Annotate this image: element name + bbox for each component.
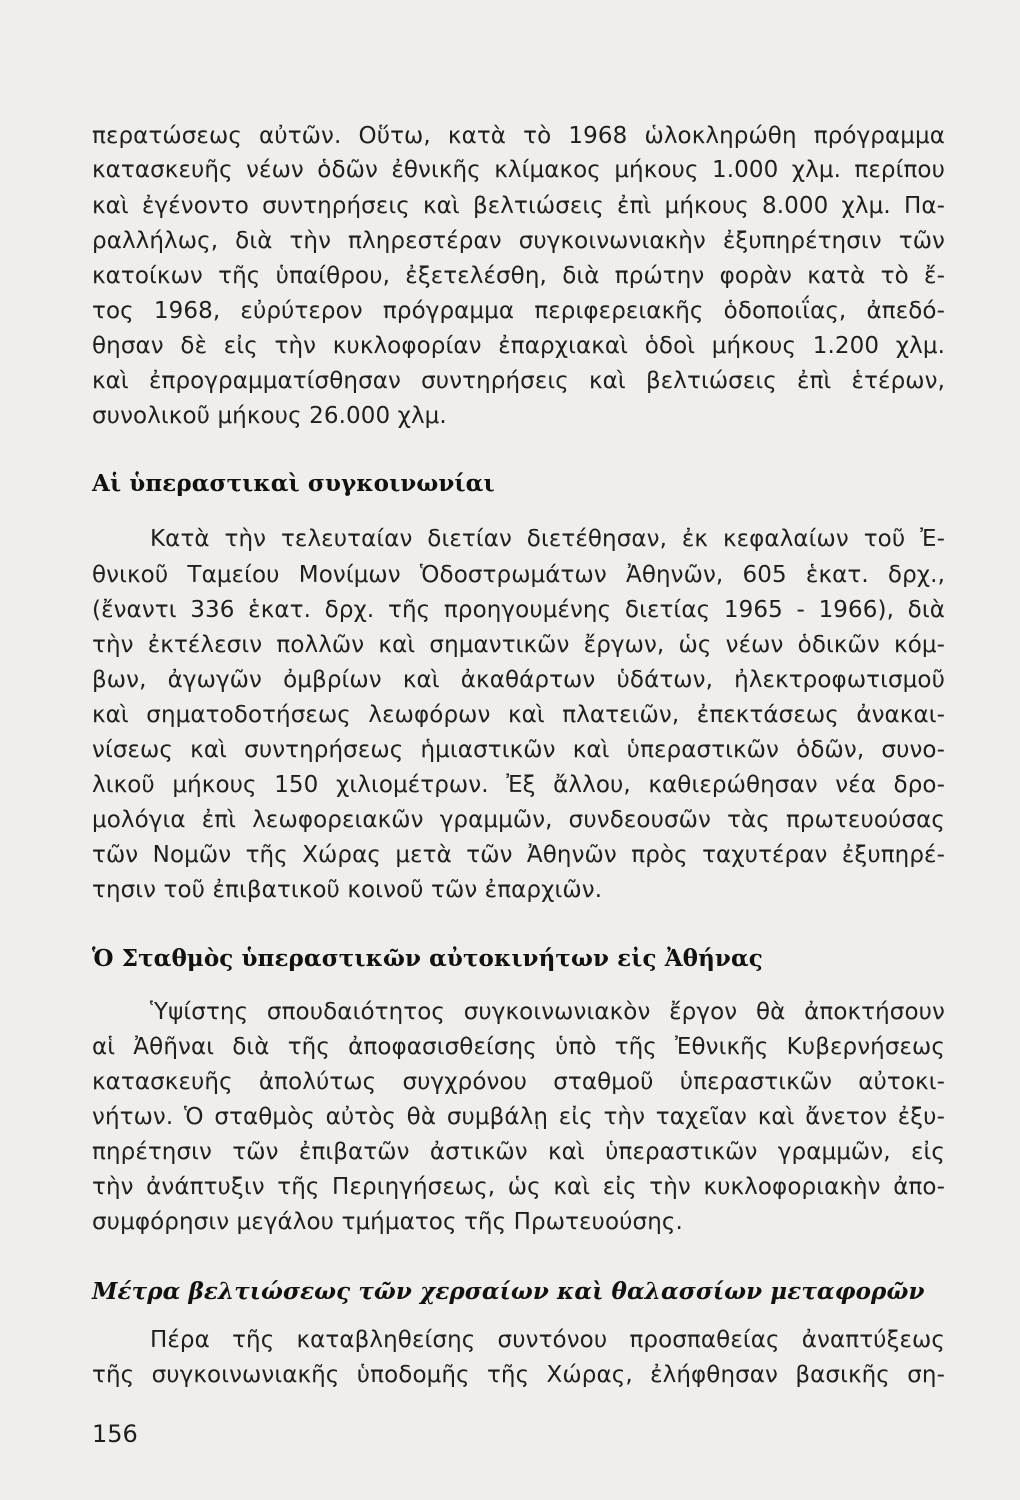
text-line: καὶ ἐγένοντο συντηρήσεις καὶ βελτιώσεις ἐπὶ μήκους 8.000 χλμ. Πα-: [92, 193, 945, 219]
text-line: (ἔναντι 336 ἑκατ. δρχ. τῆς προηγουμένης διετίας 1965 - 1966), διὰ: [92, 597, 945, 623]
page-number: 156: [92, 1420, 138, 1448]
text-line: θησαν δὲ εἰς τὴν κυκλοφορίαν ἐπαρχιακαὶ ὁδοὶ μήκους 1.200 χλμ.: [92, 333, 945, 359]
section-heading-suburban: Αἱ ὑπεραστικαὶ συγκοινωνίαι: [92, 470, 495, 497]
text-line: τὴν ἀνάπτυξιν τῆς Περιηγήσεως, ὡς καὶ εἰς τὴν κυκλοφοριακὴν ἀπο-: [92, 1174, 945, 1200]
text-line: αἱ Ἀθῆναι διὰ τῆς ἀποφασισθείσης ὑπὸ τῆς Ἐθνικῆς Κυβερνήσεως: [92, 1034, 945, 1060]
text-line: συμφόρησιν μεγάλου τμήματος τῆς Πρωτευούσης.: [92, 1209, 683, 1235]
text-line: κατασκευῆς νέων ὁδῶν ἐθνικῆς κλίμακος μήκους 1.000 χλμ. περίπου: [92, 157, 945, 183]
text-line: καὶ ἐπρογραμματίσθησαν συντηρήσεις καὶ βελτιώσεις ἐπὶ ἑτέρων,: [92, 368, 945, 394]
text-line: πηρέτησιν τῶν ἐπιβατῶν ἀστικῶν καὶ ὑπεραστικῶν γραμμῶν, εἰς: [92, 1139, 945, 1165]
text-line: κατασκευῆς ἀπολύτως συγχρόνου σταθμοῦ ὑπεραστικῶν αὐτοκι-: [92, 1069, 945, 1095]
text-line: Ὑψίστης σπουδαιότητος συγκοινωνιακὸν ἔργον θὰ ἀποκτήσουν: [150, 999, 945, 1025]
text-line: τος 1968, εὐρύτερον πρόγραμμα περιφερειακῆς ὁδοποιΐας, ἀπεδό-: [92, 298, 945, 324]
text-line: περατώσεως αὐτῶν. Οὕτω, κατὰ τὸ 1968 ὡλοκληρώθη πρόγραμμα: [92, 123, 945, 149]
section-heading-station: Ὁ Σταθμὸς ὑπεραστικῶν αὐτοκινήτων εἰς Ἀθήνας: [92, 945, 763, 972]
text-line: βων, ἀγωγῶν ὀμβρίων καὶ ἀκαθάρτων ὑδάτων, ἠλεκτροφωτισμοῦ: [92, 667, 945, 693]
text-line: ραλλήλως, διὰ τὴν πληρεστέραν συγκοινωνιακὴν ἐξυπηρέτησιν τῶν: [92, 228, 945, 254]
text-line: θνικοῦ Ταμείου Μονίμων Ὁδοστρωμάτων Ἀθηνῶν, 605 ἑκατ. δρχ.,: [92, 562, 945, 588]
text-line: συνολικοῦ μήκους 26.000 χλμ.: [92, 403, 447, 429]
text-line: νίσεως καὶ συντηρήσεως ἡμιαστικῶν καὶ ὑπεραστικῶν ὁδῶν, συνο-: [92, 737, 945, 763]
text-line: τῆς συγκοινωνιακῆς ὑποδομῆς τῆς Χώρας, ἐλήφθησαν βασικῆς ση-: [92, 1362, 945, 1388]
text-line: τησιν τοῦ ἐπιβατικοῦ κοινοῦ τῶν ἐπαρχιῶν.: [92, 877, 603, 903]
text-line: νήτων. Ὁ σταθμὸς αὐτὸς θὰ συμβάλῃ εἰς τὴν ταχεῖαν καὶ ἄνετον ἐξυ-: [92, 1104, 945, 1130]
text-line: καὶ σηματοδοτήσεως λεωφόρων καὶ πλατειῶν, ἐπεκτάσεως ἀνακαι-: [92, 702, 945, 728]
text-line: κατοίκων τῆς ὑπαίθρου, ἐξετελέσθη, διὰ πρώτην φορὰν κατὰ τὸ ἔ-: [92, 263, 945, 289]
text-line: Πέρα τῆς καταβληθείσης συντόνου προσπαθείας ἀναπτύξεως: [150, 1327, 945, 1353]
text-line: τῶν Νομῶν τῆς Χώρας μετὰ τῶν Ἀθηνῶν πρὸς ταχυτέραν ἐξυπηρέ-: [92, 842, 945, 868]
text-line: μολόγια ἐπὶ λεωφορειακῶν γραμμῶν, συνδεουσῶν τὰς πρωτευούσας: [92, 807, 945, 833]
text-line: Κατὰ τὴν τελευταίαν διετίαν διετέθησαν, ἐκ κεφαλαίων τοῦ Ἐ-: [150, 526, 945, 552]
text-line: λικοῦ μήκους 150 χιλιομέτρων. Ἐξ ἄλλου, καθιερώθησαν νέα δρο-: [92, 772, 945, 798]
section-heading-measures: Μέτρα βελτιώσεως τῶν χερσαίων καὶ θαλασσίων μεταφορῶν: [92, 1278, 925, 1305]
text-line: τὴν ἐκτέλεσιν πολλῶν καὶ σημαντικῶν ἔργων, ὡς νέων ὁδικῶν κόμ-: [92, 632, 945, 658]
